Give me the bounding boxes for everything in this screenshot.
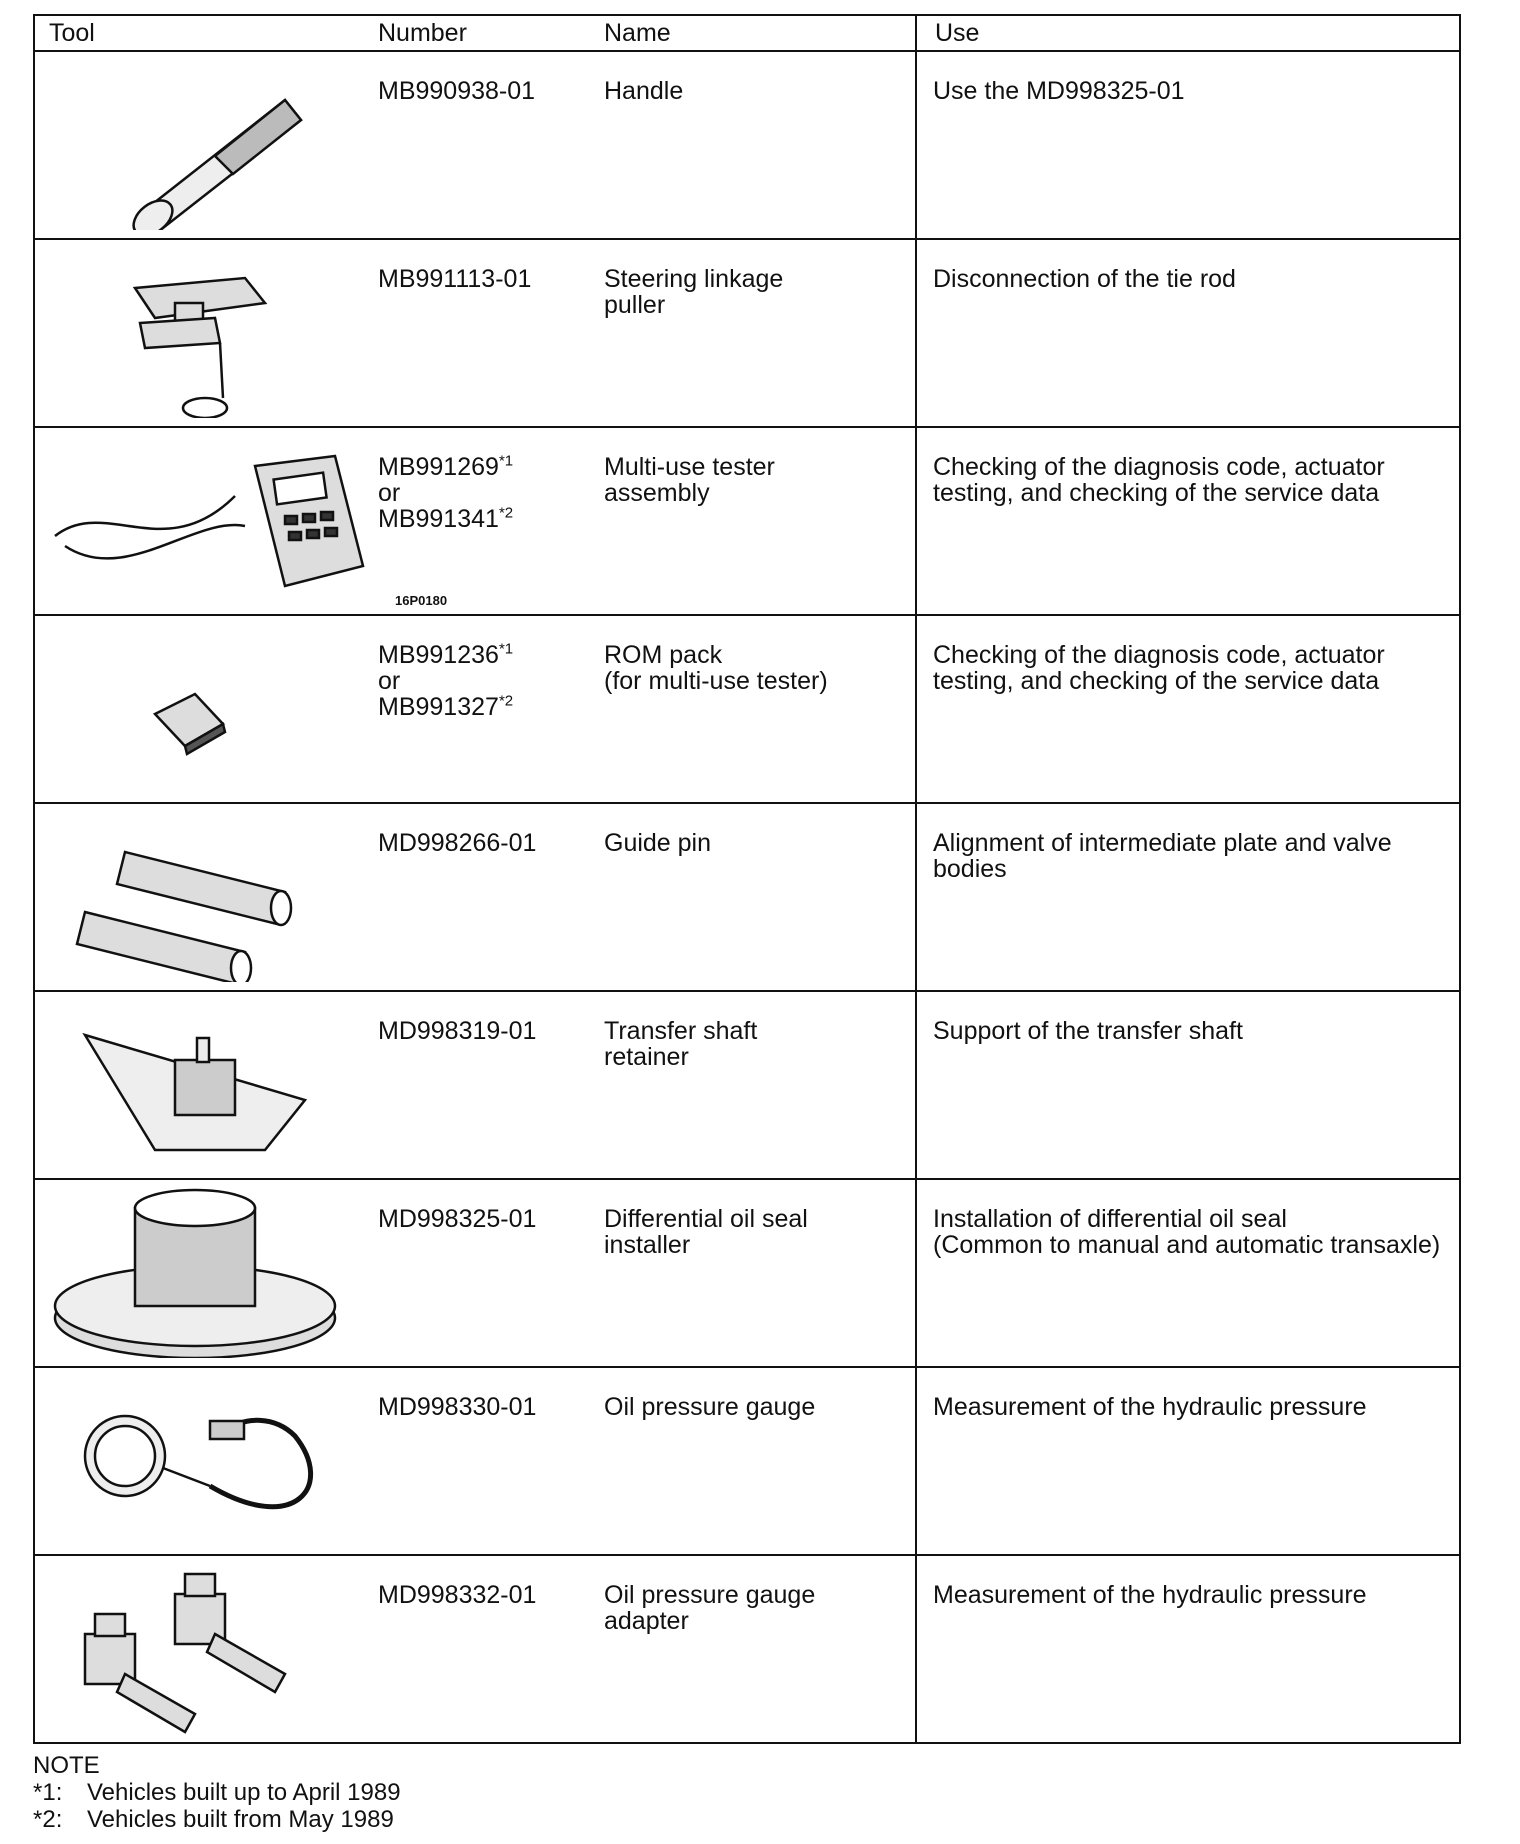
part-number-text: MD998325-01 (378, 1205, 537, 1233)
tool-name (604, 1582, 904, 1634)
use-cell (916, 1555, 1460, 1743)
tool-use (917, 240, 1459, 292)
note-text: Vehicles built from May 1989 (87, 1806, 394, 1833)
tool-image-cell (34, 51, 378, 239)
number-name-cell (378, 51, 916, 239)
tool-use (917, 52, 1459, 104)
footnote-ref: *1 (498, 452, 514, 470)
part-number-text: MB991269 (378, 453, 499, 481)
part-number-text: MD998332-01 (378, 1581, 537, 1609)
header-use: Use (916, 15, 1460, 51)
table-row (34, 1179, 1460, 1367)
table-row (34, 803, 1460, 991)
tool-use-line: Installation of differential oil seal (933, 1205, 1287, 1233)
use-cell (916, 427, 1460, 615)
tool-use (917, 1556, 1459, 1608)
part-number (378, 830, 588, 856)
tool-name-line: Oil pressure gauge (604, 1581, 816, 1609)
note-item (33, 1806, 401, 1833)
tool-use-line: Checking of the diagnosis code, actuator (933, 641, 1385, 669)
tool-name-line: Steering linkage (604, 265, 784, 293)
note-mark: *2: (33, 1806, 63, 1833)
note-mark: *1: (33, 1779, 63, 1806)
tool-name-line: ROM pack (604, 641, 723, 669)
number-name-cell (378, 803, 916, 991)
tool-image-cell (34, 1555, 378, 1743)
tool-name-line: (for multi-use tester) (604, 667, 828, 695)
rom-pack-icon (45, 624, 369, 794)
table-row (34, 51, 1460, 239)
notes-title: NOTE (33, 1752, 100, 1779)
tool-use-line: testing, and checking of the service data (933, 667, 1380, 695)
oil-seal-installer-icon (45, 1188, 369, 1358)
tool-name-line: Differential oil seal (604, 1205, 808, 1233)
handle-icon (45, 60, 369, 230)
multi-use-tester-icon (45, 436, 369, 606)
tool-image-cell (34, 803, 378, 991)
tool-use-line: (Common to manual and automatic transaxle) (933, 1231, 1441, 1259)
tool-image-cell (34, 615, 378, 803)
part-number (378, 642, 588, 720)
tool-name-line: assembly (604, 479, 710, 507)
figure-code: 16P0180 (395, 593, 448, 608)
tool-name (604, 454, 904, 506)
tool-name (604, 642, 904, 694)
tool-name-line: installer (604, 1231, 691, 1259)
header-tool: Tool (34, 15, 378, 51)
footnote-ref: *2 (498, 504, 514, 522)
tool-name-line: Oil pressure gauge (604, 1393, 816, 1421)
tool-image-cell (34, 1179, 378, 1367)
table-row (34, 239, 1460, 427)
part-number-text: MB991327 (378, 693, 499, 721)
use-cell (916, 51, 1460, 239)
or-text: or (378, 479, 401, 507)
table-row (34, 615, 1460, 803)
tool-use-line: Measurement of the hydraulic pressure (933, 1581, 1367, 1609)
part-number-text: MB990938-01 (378, 77, 536, 105)
tool-name-line: Multi-use tester (604, 453, 775, 481)
table-row (34, 991, 1460, 1179)
oil-pressure-gauge-icon (45, 1376, 369, 1546)
use-cell (916, 239, 1460, 427)
tool-name-line: retainer (604, 1043, 689, 1071)
header-number: Number (378, 19, 467, 47)
tool-use (917, 804, 1459, 882)
table-row (34, 427, 1460, 615)
table-row (34, 1555, 1460, 1743)
tool-name-line: adapter (604, 1607, 689, 1635)
tool-image-cell (34, 1367, 378, 1555)
note-text: Vehicles built up to April 1989 (87, 1779, 401, 1806)
special-tools-table (33, 14, 1461, 1744)
part-number (378, 78, 588, 104)
tool-name (604, 1394, 904, 1420)
or-text: or (378, 667, 401, 695)
part-number (378, 1394, 588, 1420)
number-name-cell (378, 991, 916, 1179)
part-number-text: MD998266-01 (378, 829, 537, 857)
tool-use-line: Measurement of the hydraulic pressure (933, 1393, 1367, 1421)
tool-name (604, 1206, 904, 1258)
linkage-puller-icon (45, 248, 369, 418)
tool-use (917, 1368, 1459, 1420)
footnote-ref: *1 (498, 640, 514, 658)
part-number (378, 454, 588, 532)
tool-name (604, 266, 904, 318)
use-cell (916, 1367, 1460, 1555)
tool-name-line: puller (604, 291, 666, 319)
number-name-cell (378, 427, 916, 615)
number-name-cell (378, 1179, 916, 1367)
tool-name-line: Transfer shaft (604, 1017, 758, 1045)
tool-use-line: Use the MD998325-01 (933, 77, 1185, 105)
number-name-cell (378, 615, 916, 803)
tool-use-line: Support of the transfer shaft (933, 1017, 1243, 1045)
tool-use (917, 992, 1459, 1044)
tool-image-cell (34, 991, 378, 1179)
part-number-text: MD998330-01 (378, 1393, 537, 1421)
number-name-cell (378, 1555, 916, 1743)
tool-use-line: Alignment of intermediate plate and valve (933, 829, 1392, 857)
tool-name (604, 830, 904, 856)
guide-pin-icon (45, 812, 369, 982)
transfer-shaft-retainer-icon (45, 1000, 369, 1170)
table-row (34, 1367, 1460, 1555)
part-number-text: MB991341 (378, 505, 499, 533)
use-cell (916, 991, 1460, 1179)
footnote-ref: *2 (498, 692, 514, 710)
header-name: Name (604, 19, 671, 47)
tool-use-line: bodies (933, 855, 1007, 883)
use-cell (916, 803, 1460, 991)
use-cell (916, 615, 1460, 803)
number-name-cell (378, 1367, 916, 1555)
tool-image-cell (34, 239, 378, 427)
number-name-cell (378, 239, 916, 427)
part-number (378, 1206, 588, 1232)
tool-use (917, 428, 1459, 506)
tool-use-line: Checking of the diagnosis code, actuator (933, 453, 1385, 481)
part-number-text: MD998319-01 (378, 1017, 537, 1045)
part-number (378, 266, 588, 292)
tool-name (604, 78, 904, 104)
tool-use-line: testing, and checking of the service data (933, 479, 1380, 507)
tool-use-line: Disconnection of the tie rod (933, 265, 1236, 293)
header-number-name (378, 15, 916, 51)
tool-name-line: Handle (604, 77, 684, 105)
part-number (378, 1018, 588, 1044)
tool-name (604, 1018, 904, 1070)
table-header-row (34, 15, 1460, 51)
use-cell (916, 1179, 1460, 1367)
note-item (33, 1779, 401, 1806)
part-number-text: MB991113-01 (378, 265, 532, 293)
part-number (378, 1582, 588, 1608)
tool-use (917, 1180, 1459, 1258)
part-number-text: MB991236 (378, 641, 499, 669)
footnotes (33, 1752, 401, 1833)
tool-name-line: Guide pin (604, 829, 712, 857)
tool-use (917, 616, 1459, 694)
gauge-adapter-icon (45, 1564, 369, 1734)
